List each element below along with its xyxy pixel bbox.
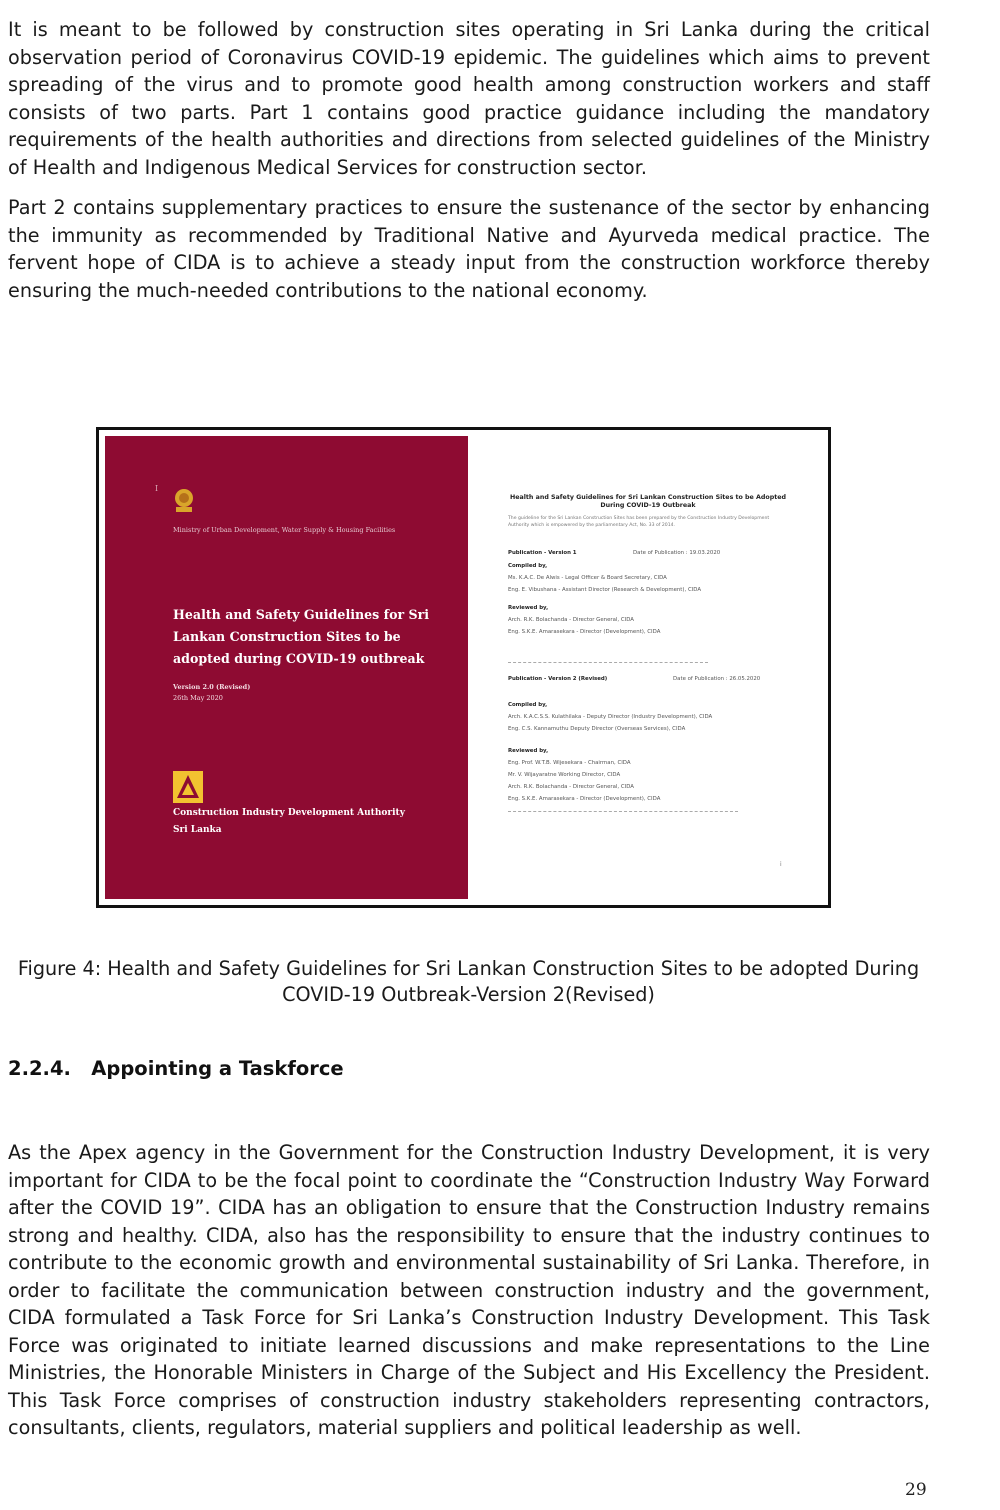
inner-compiled-v1-2: Eng. E. Vibushana - Assistant Director (Research & Development), CIDA	[508, 587, 702, 593]
cover-date: 26th May 2020	[173, 694, 223, 702]
inner-compiled-v2-2: Eng. C.S. Kannamuthu Deputy Director (Overseas Services), CIDA	[508, 726, 686, 732]
cover-ministry: Ministry of Urban Development, Water Supply & Housing Facilities	[173, 526, 396, 534]
government-emblem-icon	[173, 486, 195, 514]
cover-authority: Construction Industry Development Authority	[173, 808, 405, 818]
inner-pub-v1: Publication - Version 1	[508, 550, 577, 556]
page-number: 29	[905, 1480, 927, 1500]
figure-caption: Figure 4: Health and Safety Guidelines for Sri Lankan Construction Sites to be adopted During COVID-19 Outbreak-Version 2(Revised)	[17, 957, 920, 1006]
inner-page-mark: i	[780, 861, 782, 868]
inner-divider	[508, 662, 708, 663]
inner-reviewed-v2-2: Mr. V. Wijayaratne Working Director, CIDA	[508, 772, 621, 778]
inner-compiled-v2-1: Arch. K.A.C.S.S. Kulathilaka - Deputy Director (Industry Development), CIDA	[508, 714, 713, 720]
inner-reviewed-v1-1: Arch. R.K. Bolachanda - Director General, CIDA	[508, 617, 634, 623]
inner-reviewed-v2-3: Arch. R.K. Bolachanda - Director General, CIDA	[508, 784, 634, 790]
inner-reviewed-label: Reviewed by,	[508, 605, 549, 611]
cover-mark: I	[155, 484, 159, 493]
inner-compiled-v1-1: Ms. K.A.C. De Alwis - Legal Officer & Board Secretary, CIDA	[508, 575, 667, 581]
cover-country: Sri Lanka	[173, 825, 222, 835]
inner-compiled-label: Compiled by,	[508, 563, 548, 569]
section-paragraph: As the Apex agency in the Government for the Construction Industry Development, it is very important for CIDA to be the focal point to coordinate the “Construction Industry Way Forward after the COVID 19”. CIDA has an obligation to ensure that the Construction Industry remains strong and healthy. CIDA, also has the responsibility to ensure that the industry continues to contribute to the economic growth and environmental sustainability of Sri Lanka. Therefore, in order to facilitate the communication between construction industry and the government, CIDA formulated a Task Force for Sri Lanka’s Construction Industry Development. This Task Force was originated to initiate learned discussions and make representations to the Line Ministries, the Honorable Ministers in Charge of the Subject and His Excellency the President. This Task Force comprises of construction industry stakeholders representing contractors, consultants, clients, regulators, material suppliers and political leadership as well.	[8, 1141, 930, 1439]
guideline-inner-page	[468, 436, 822, 899]
cover-title: Health and Safety Guidelines for Sri Lankan Construction Sites to be adopted during COVID-19 outbreak	[173, 607, 430, 666]
inner-reviewed-label-2: Reviewed by,	[508, 748, 549, 754]
guideline-cover	[105, 436, 468, 899]
figure-image	[96, 427, 831, 908]
inner-pub-v1-date: Date of Publication : 19.03.2020	[633, 550, 721, 556]
inner-divider-bottom	[508, 811, 738, 812]
inner-heading: Health and Safety Guidelines for Sri Lankan Construction Sites to be Adopted During COVID-19 Outbreak	[509, 494, 787, 509]
inner-intro: The guideline for the Sri Lankan Construction Sites has been prepared by the Construction Industry Development Authority which is empowered by the parliamentary Act, No. 33 of 2014.	[508, 516, 770, 528]
inner-pub-v2: Publication - Version 2 (Revised)	[508, 676, 608, 682]
cover-version: Version 2.0 (Revised)	[173, 683, 251, 691]
section-heading: 2.2.4. Appointing a Taskforce	[8, 1057, 344, 1080]
intro-paragraph-1: It is meant to be followed by construction sites operating in Sri Lanka during the critical observation period of Coronavirus COVID-19 epidemic. The guidelines which aims to prevent spreading of the virus and to promote good health among construction workers and staff consists of two parts. Part 1 contains good practice guidance including the mandatory requirements of the health authorities and directions from selected guidelines of the Ministry of Health and Indigenous Medical Services for construction sector.	[8, 18, 930, 179]
inner-reviewed-v2-1: Eng. Prof. W.T.B. Wijesekara - Chairman, CIDA	[508, 760, 631, 766]
inner-reviewed-v2-4: Eng. S.K.E. Amarasekara - Director (Development), CIDA	[508, 796, 661, 802]
inner-pub-v2-date: Date of Publication : 26.05.2020	[673, 676, 761, 682]
intro-paragraph-2: Part 2 contains supplementary practices to ensure the sustenance of the sector by enhancing the immunity as recommended by Traditional Native and Ayurveda medical practice. The fervent hope of CIDA is to achieve a steady input from the construction workforce thereby ensuring the much-needed contributions to the national economy.	[8, 196, 930, 302]
inner-reviewed-v1-2: Eng. S.K.E. Amarasekara - Director (Development), CIDA	[508, 629, 661, 635]
cida-logo-icon	[173, 771, 203, 803]
inner-compiled-label-2: Compiled by,	[508, 702, 548, 708]
